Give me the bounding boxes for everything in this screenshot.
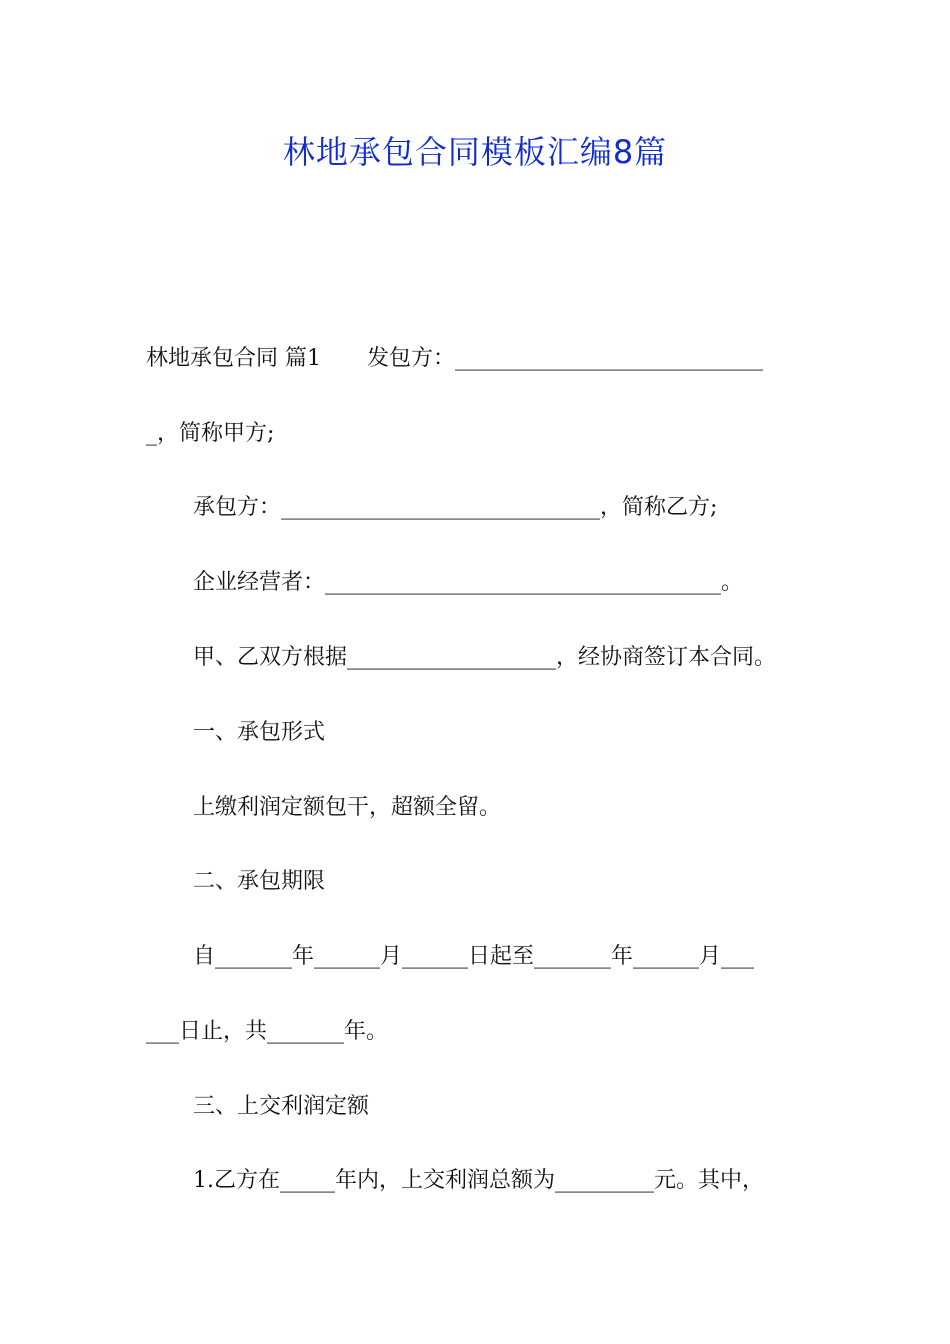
paragraph-line-1 [146,344,763,374]
section-heading: 林地承包合同 篇1 [146,346,321,371]
paragraph-line-10: ___日止，共_______年。 [146,1019,389,1044]
line-text: 发包方：____________________________ [367,346,764,371]
section-heading-2: 二、承包期限 [193,869,326,894]
document-title: 林地承包合同模板汇编8篇 [282,133,668,171]
paragraph-line-7: 上缴利润定额包干，超额全留。 [193,795,502,820]
section-heading-3: 三、上交利润定额 [193,1094,370,1119]
paragraph-line-9: 自_______年______月______日起至_______年______月___ [193,944,755,969]
paragraph-line-12: 1.乙方在_____年内，上交利润总额为_________元。其中， [193,1168,764,1193]
paragraph-line-2: _，简称甲方; [146,421,275,446]
paragraph-line-4: 企业经营者：____________________________________。 [193,570,744,595]
paragraph-line-5: 甲、乙双方根据___________________，经协商签订本合同。 [193,645,777,670]
section-heading-1: 一、承包形式 [193,720,326,745]
paragraph-line-3: 承包方：_____________________________，简称乙方; [193,495,718,520]
